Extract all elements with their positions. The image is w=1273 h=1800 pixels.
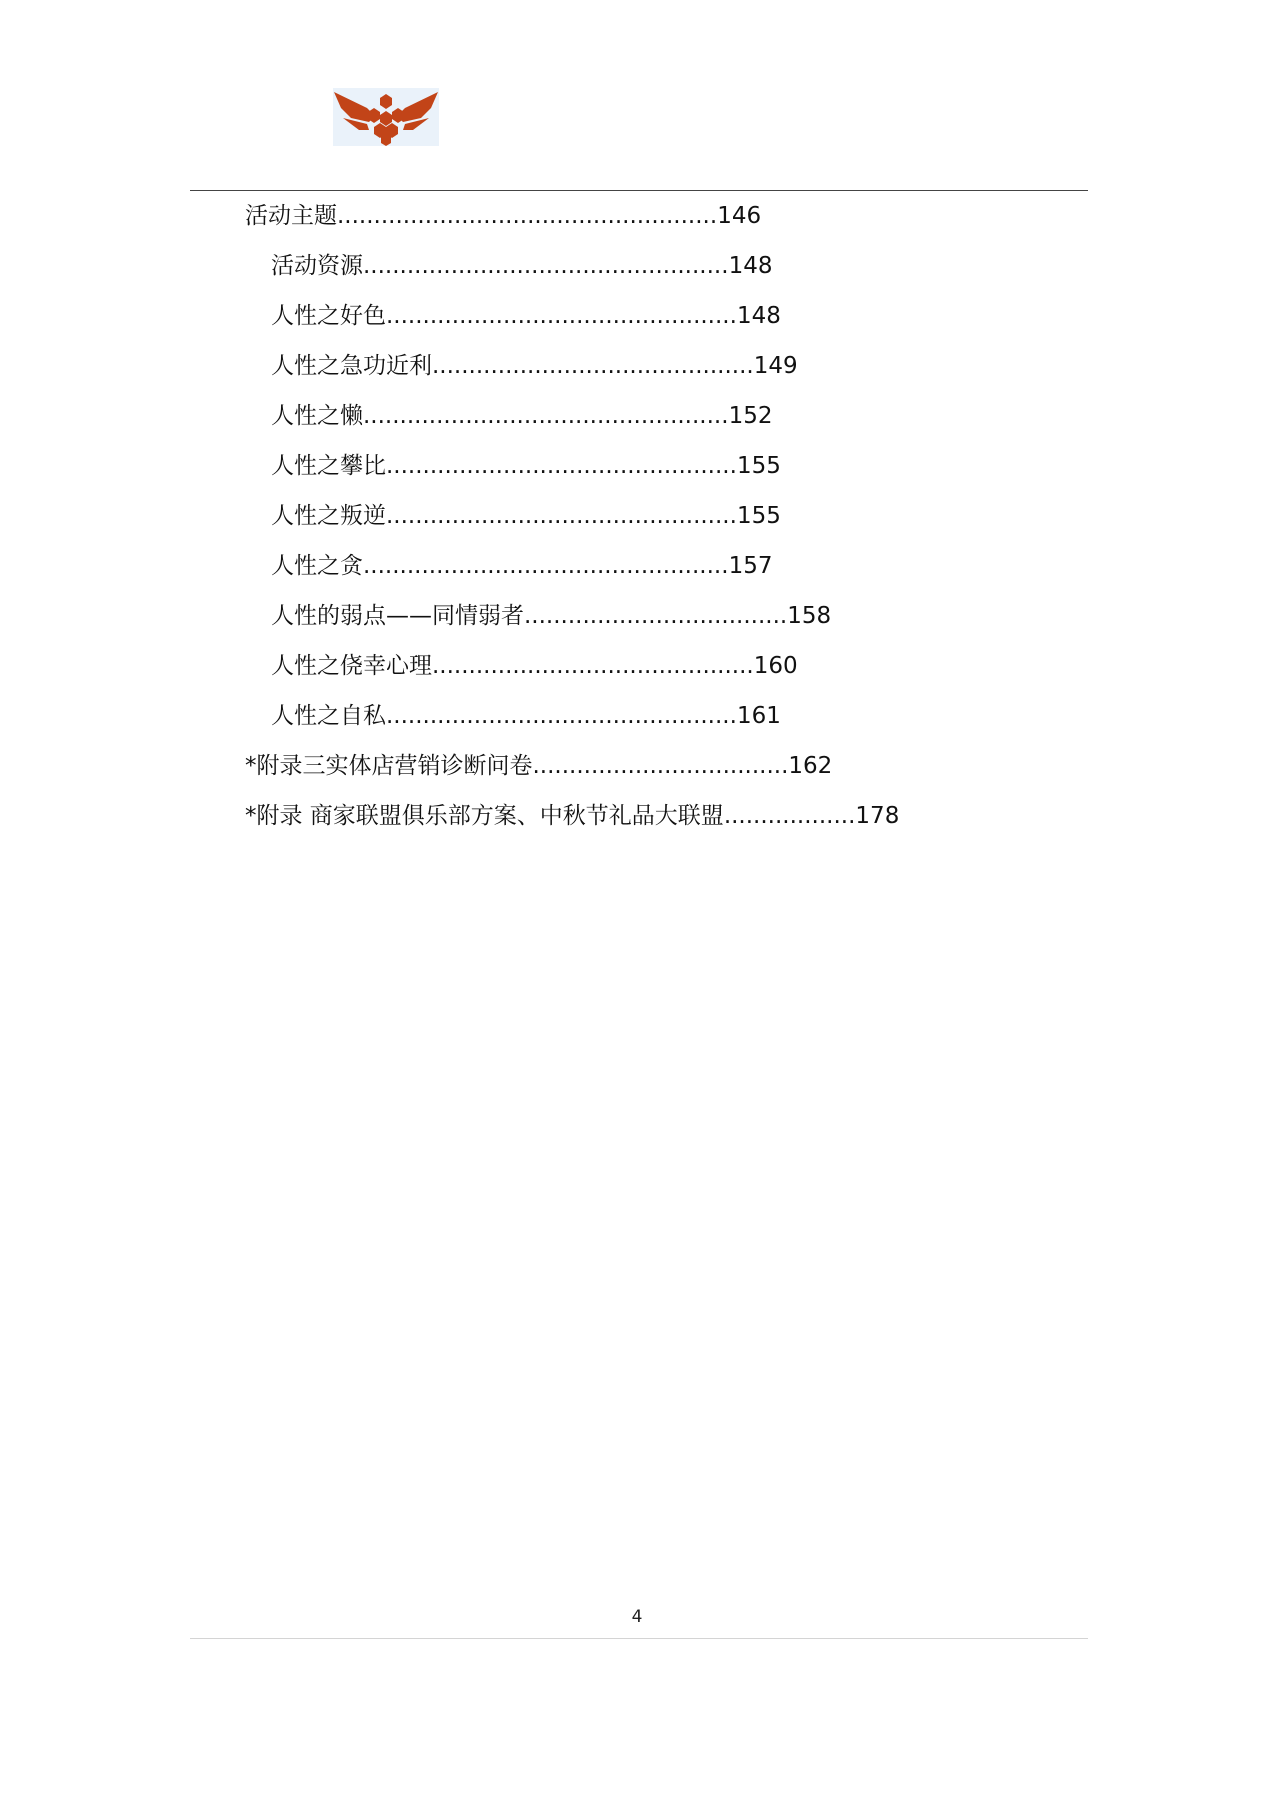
toc-entry-page: 152 (728, 403, 773, 429)
toc-entry-leader: .................................................. (363, 253, 729, 279)
toc-entry-page: 160 (753, 653, 798, 679)
toc-entry-leader: .................................................. (363, 553, 729, 579)
toc-entry-page: 148 (728, 253, 773, 279)
toc-entry-page: 155 (736, 503, 781, 529)
toc-entry-title: *附录三实体店营销诊断问卷 (245, 753, 533, 779)
toc-entry-page: 161 (736, 703, 781, 729)
toc-entry-page: 148 (736, 303, 781, 329)
toc-entry[interactable] (271, 301, 781, 331)
toc-entry-leader: ................................................ (386, 453, 737, 479)
toc-entry-leader: .................. (723, 803, 856, 829)
toc-entry[interactable] (271, 251, 772, 281)
toc-entry-page: 149 (753, 353, 798, 379)
toc-entry-title: 人性之懒 (271, 403, 363, 429)
toc-entry[interactable] (271, 701, 781, 731)
toc-entry[interactable] (271, 601, 831, 631)
toc-entry-title: 人性之自私 (271, 703, 386, 729)
toc-entry-leader: .................................... (524, 603, 788, 629)
toc-entry-title: 人性之攀比 (271, 453, 386, 479)
toc-entry-title: 人性之侥幸心理 (271, 653, 432, 679)
toc-entry-page: 178 (855, 803, 900, 829)
toc-entry-title: 人性的弱点——同情弱者 (271, 603, 524, 629)
toc-entry-leader: .................................................. (363, 403, 729, 429)
toc-entry[interactable] (271, 551, 772, 581)
toc-entry-title: 活动资源 (271, 253, 363, 279)
toc-entry-title: *附录 商家联盟俱乐部方案、中秋节礼品大联盟 (245, 803, 724, 829)
toc-entry[interactable] (271, 651, 798, 681)
toc-entry-leader: ................................................ (386, 703, 737, 729)
toc-entry-page: 146 (717, 203, 762, 229)
toc-entry[interactable] (245, 201, 761, 231)
toc-entry-leader: ................................................ (386, 303, 737, 329)
toc-entry-page: 158 (787, 603, 832, 629)
toc-entry-page: 162 (788, 753, 833, 779)
toc-entry-leader: ............................................ (432, 353, 754, 379)
page-number: 4 (631, 1607, 643, 1627)
toc-entry-leader: ............................................ (432, 653, 754, 679)
toc-entry[interactable] (245, 751, 832, 781)
toc-entry-page: 157 (728, 553, 773, 579)
footer-rule (190, 1638, 1088, 1639)
toc-entry-title: 人性之贪 (271, 553, 363, 579)
toc-entry-page: 155 (736, 453, 781, 479)
toc-entry[interactable] (271, 501, 781, 531)
toc-entry[interactable] (271, 351, 798, 381)
toc-entry-title: 人性之好色 (271, 303, 386, 329)
toc-entry-leader: ................................................ (386, 503, 737, 529)
toc-entry-leader: ................................... (532, 753, 789, 779)
toc-entry-leader: .................................................... (337, 203, 718, 229)
toc-entry[interactable] (245, 801, 899, 831)
toc-entry-title: 活动主题 (245, 203, 337, 229)
toc-entry-title: 人性之急功近利 (271, 353, 432, 379)
toc-entry-title: 人性之叛逆 (271, 503, 386, 529)
toc-entry[interactable] (271, 401, 772, 431)
toc-entry[interactable] (271, 451, 781, 481)
